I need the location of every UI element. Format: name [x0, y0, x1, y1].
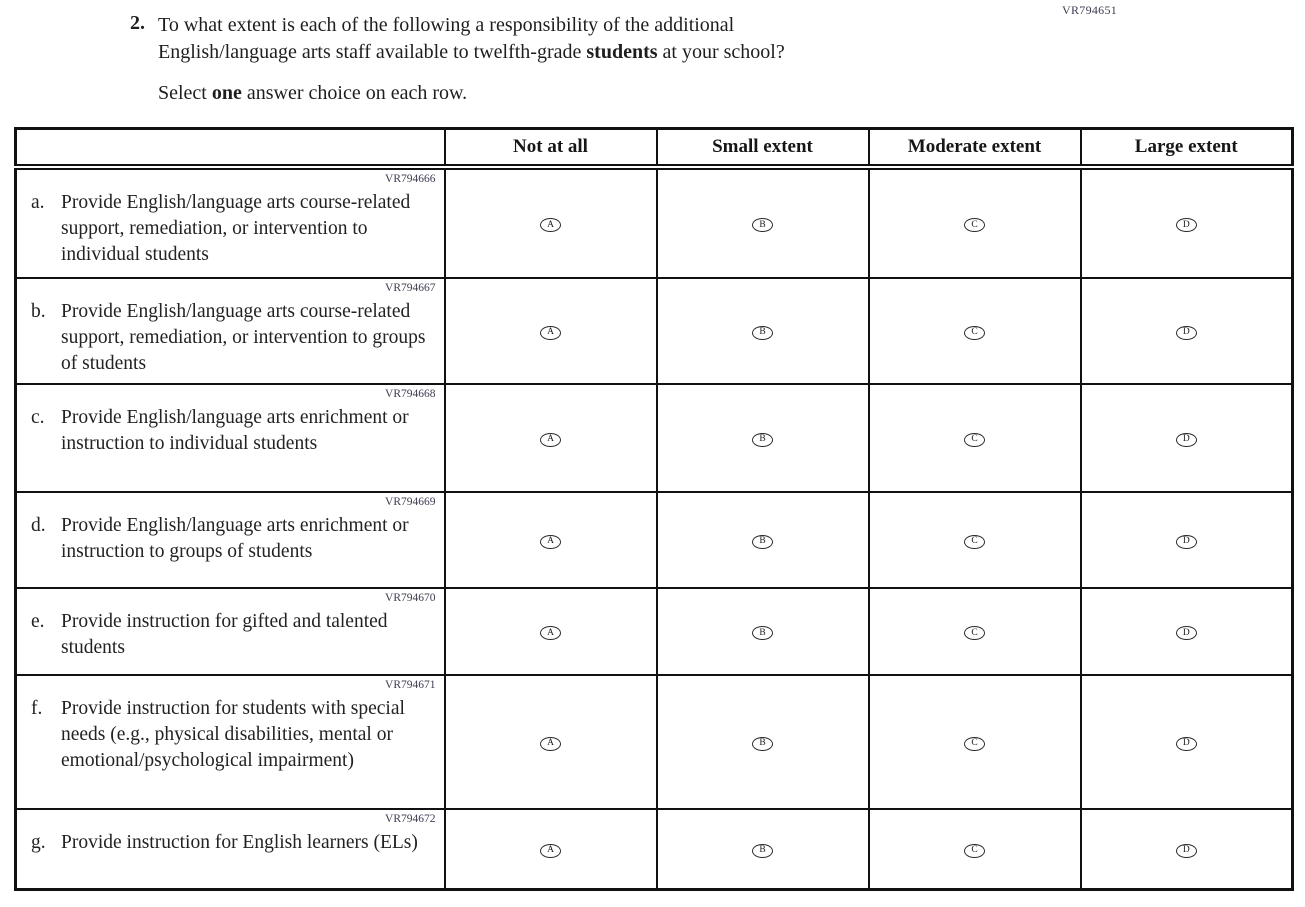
row-letter: d. — [31, 514, 46, 536]
row-label — [31, 609, 438, 661]
row-label — [31, 696, 438, 774]
header-moderate-extent: Moderate extent — [869, 129, 1081, 167]
answer-option-c[interactable]: C — [964, 626, 985, 640]
row-letter: g. — [31, 831, 46, 853]
question-bold-word: students — [586, 41, 658, 63]
answer-option-b[interactable]: B — [752, 535, 773, 549]
row-label-cell — [16, 384, 445, 492]
row-description: Provide English/language arts course-related support, remediation, or intervention to groups of students — [61, 300, 426, 374]
row-code: VR794668 — [385, 387, 436, 400]
option-cell — [445, 492, 657, 588]
option-cell — [445, 588, 657, 675]
option-cell — [869, 278, 1081, 384]
answer-option-a[interactable]: A — [540, 737, 561, 751]
row-description: Provide instruction for students with special needs (e.g., physical disabilities, mental or emotional/psychological impairment) — [61, 697, 405, 771]
row-description: Provide English/language arts enrichment or instruction to individual students — [61, 406, 409, 454]
instruction-part: Select — [158, 82, 212, 104]
option-cell — [657, 278, 869, 384]
option-cell — [445, 675, 657, 809]
row-label-cell — [16, 675, 445, 809]
answer-option-d[interactable]: D — [1176, 737, 1197, 751]
row-code: VR794672 — [385, 812, 436, 825]
option-cell — [657, 588, 869, 675]
option-cell — [869, 167, 1081, 278]
answer-option-d[interactable]: D — [1176, 326, 1197, 340]
answer-option-a[interactable]: A — [540, 626, 561, 640]
option-cell — [869, 809, 1081, 890]
row-label-cell — [16, 167, 445, 278]
row-code: VR794667 — [385, 281, 436, 294]
answer-option-c[interactable]: C — [964, 737, 985, 751]
answer-option-c[interactable]: C — [964, 326, 985, 340]
row-label — [31, 190, 438, 268]
instruction-bold-word: one — [211, 82, 242, 104]
answer-option-a[interactable]: A — [540, 844, 561, 858]
answer-option-c[interactable]: C — [964, 433, 985, 447]
option-cell — [1081, 167, 1293, 278]
option-cell — [657, 675, 869, 809]
option-cell — [869, 384, 1081, 492]
option-cell — [1081, 384, 1293, 492]
row-code: VR794666 — [385, 172, 436, 185]
row-code: VR794669 — [385, 495, 436, 508]
row-label-cell — [16, 492, 445, 588]
row-letter: e. — [31, 610, 45, 632]
option-cell — [445, 167, 657, 278]
option-cell — [657, 384, 869, 492]
table-row-b — [16, 278, 1293, 384]
header-empty-cell — [16, 129, 445, 167]
table-row-a — [16, 167, 1293, 278]
table-row-e — [16, 588, 1293, 675]
row-label-cell — [16, 809, 445, 890]
row-letter: b. — [31, 300, 46, 322]
question-number: 2. — [130, 12, 145, 34]
row-label-cell — [16, 278, 445, 384]
answer-option-b[interactable]: B — [752, 433, 773, 447]
row-label — [31, 299, 438, 377]
question-text — [158, 12, 870, 66]
question-text-part: To what extent is each of the following a responsibility of the additional English/language arts staff available to twelfth-grade — [158, 14, 735, 63]
option-cell — [1081, 278, 1293, 384]
answer-option-b[interactable]: B — [752, 844, 773, 858]
row-label — [31, 405, 438, 457]
option-cell — [657, 492, 869, 588]
table-row-c — [16, 384, 1293, 492]
row-letter: c. — [31, 406, 45, 428]
option-cell — [657, 167, 869, 278]
header-row — [16, 129, 1293, 167]
table-row-f — [16, 675, 1293, 809]
answer-grid — [14, 127, 1294, 891]
option-cell — [445, 278, 657, 384]
row-label — [31, 830, 438, 856]
answer-option-d[interactable]: D — [1176, 626, 1197, 640]
header-not-at-all: Not at all — [445, 129, 657, 167]
option-cell — [445, 384, 657, 492]
table-row-d — [16, 492, 1293, 588]
answer-option-c[interactable]: C — [964, 218, 985, 232]
question-text-block — [158, 12, 870, 107]
option-cell — [445, 809, 657, 890]
option-cell — [869, 588, 1081, 675]
question-text-part: at your school? — [657, 41, 785, 63]
answer-option-b[interactable]: B — [752, 218, 773, 232]
table-row-g — [16, 809, 1293, 890]
answer-option-d[interactable]: D — [1176, 433, 1197, 447]
answer-option-d[interactable]: D — [1176, 218, 1197, 232]
answer-option-a[interactable]: A — [540, 433, 561, 447]
option-cell — [1081, 492, 1293, 588]
question-instruction — [158, 80, 870, 107]
row-description: Provide instruction for English learners (ELs) — [61, 831, 418, 853]
row-code: VR794670 — [385, 591, 436, 604]
answer-option-a[interactable]: A — [540, 535, 561, 549]
answer-option-c[interactable]: C — [964, 535, 985, 549]
row-label — [31, 513, 438, 565]
option-cell — [869, 492, 1081, 588]
answer-option-d[interactable]: D — [1176, 535, 1197, 549]
option-cell — [1081, 588, 1293, 675]
answer-option-c[interactable]: C — [964, 844, 985, 858]
option-cell — [1081, 675, 1293, 809]
row-label-cell — [16, 588, 445, 675]
instruction-part: answer choice on each row. — [241, 82, 468, 104]
answer-option-d[interactable]: D — [1176, 844, 1197, 858]
row-description: Provide English/language arts course-related support, remediation, or intervention to individual students — [61, 191, 411, 265]
answer-option-a[interactable]: A — [540, 326, 561, 340]
question-block — [130, 12, 870, 107]
form-code: VR794651 — [1062, 3, 1118, 17]
row-description: Provide English/language arts enrichment or instruction to groups of students — [61, 514, 409, 562]
row-description: Provide instruction for gifted and talented students — [61, 610, 388, 658]
option-cell — [657, 809, 869, 890]
option-cell — [869, 675, 1081, 809]
header-small-extent: Small extent — [657, 129, 869, 167]
option-cell — [1081, 809, 1293, 890]
header-large-extent: Large extent — [1081, 129, 1293, 167]
row-letter: f. — [31, 697, 43, 719]
answer-option-b[interactable]: B — [752, 326, 773, 340]
answer-option-b[interactable]: B — [752, 626, 773, 640]
row-code: VR794671 — [385, 678, 436, 691]
answer-option-a[interactable]: A — [540, 218, 561, 232]
answer-option-b[interactable]: B — [752, 737, 773, 751]
row-letter: a. — [31, 191, 45, 213]
